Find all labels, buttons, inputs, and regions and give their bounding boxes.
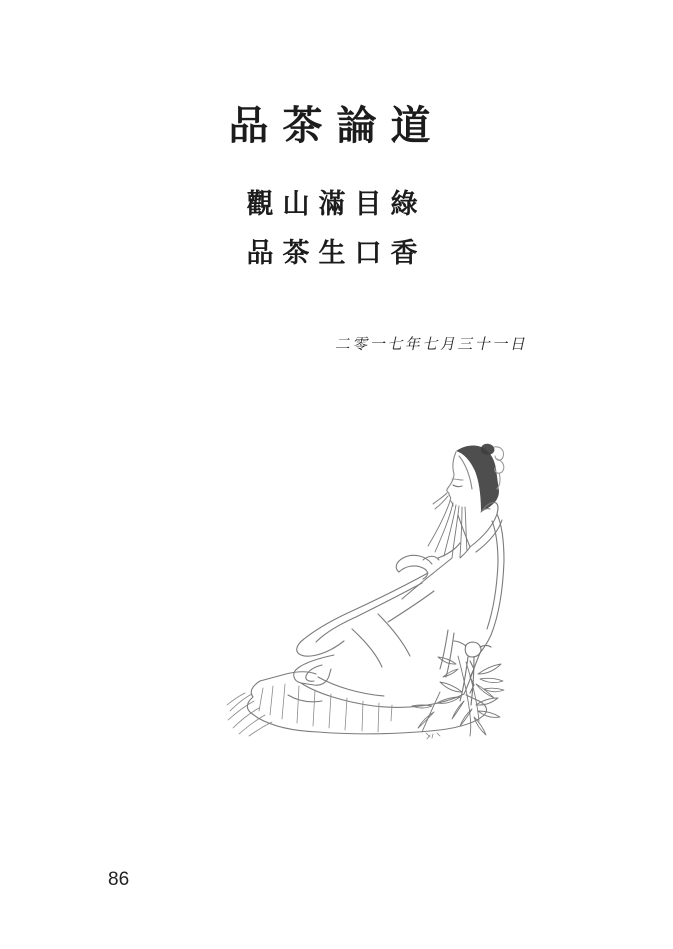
seated-sage-illustration (226, 443, 506, 743)
sage-head-drawing (447, 444, 504, 512)
ground-sprig-drawing (426, 733, 440, 739)
sage-robe-drawing (294, 502, 504, 707)
poem-line-2: 品茶生口香 (246, 238, 427, 268)
bamboo-sprigs-drawing (412, 656, 504, 736)
page-number: 86 (108, 869, 130, 890)
grass-drawing (227, 693, 272, 736)
page-title: 品茶論道 (228, 103, 445, 148)
poem-line-1: 觀山滿目綠 (246, 189, 427, 219)
rock-drawing (247, 672, 486, 734)
date-line: 二零一七年七月三十一日 (334, 337, 530, 353)
